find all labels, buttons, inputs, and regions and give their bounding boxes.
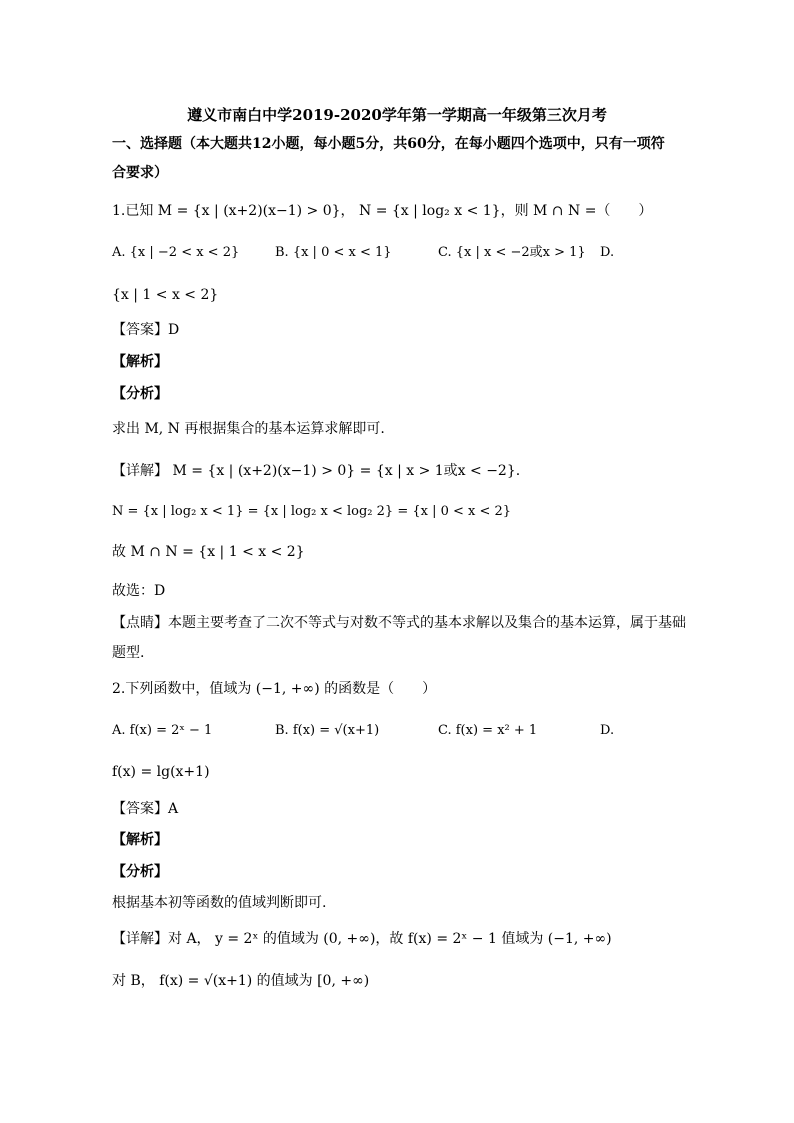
q1-comment-line2: 题型. [112, 645, 145, 661]
q1-option-a: A. {x | −2 < x < 2} [112, 245, 240, 260]
section-heading-line1: 一、选择题（本大题共12小题，每小题5分，共60分，在每小题四个选项中，只有一项符 [112, 136, 665, 152]
q2-fenxi-heading: 【分析】 [112, 864, 168, 880]
q1-stem: 1.已知 M = {x | (x+2)(x−1) > 0}， N = {x | log₂ x < 1}，则 M ∩ N =（ ） [112, 203, 653, 219]
q2-option-b: B. f(x) = √(x+1) [275, 723, 380, 738]
q2-answer: 【答案】A [112, 801, 179, 817]
q1-option-c: C. {x | x < −2或x > 1} [438, 245, 586, 260]
q1-detail-1: 【详解】 M = {x | (x+2)(x−1) > 0} = {x | x > 1或x < −2}. [112, 463, 521, 479]
q1-answer: 【答案】D [112, 322, 180, 338]
q1-choice: 故选：D [112, 583, 166, 599]
q2-option-d-content: f(x) = lg(x+1) [112, 764, 210, 780]
q2-detail-1: 【详解】对 A， y = 2ˣ 的值域为 (0, +∞)，故 f(x) = 2ˣ − 1 值域为 (−1, +∞) [112, 931, 612, 947]
q1-fenxi-heading: 【分析】 [112, 386, 168, 402]
q2-detail-2: 对 B， f(x) = √(x+1) 的值域为 [0, +∞) [112, 973, 370, 989]
q1-comment-line1: 【点睛】本题主要考查了二次不等式与对数不等式的基本求解以及集合的基本运算，属于基础 [112, 615, 686, 631]
q2-analysis-heading: 【解析】 [112, 832, 168, 848]
q1-option-b: B. {x | 0 < x < 1} [275, 245, 392, 260]
q2-option-a: A. f(x) = 2ˣ − 1 [112, 723, 213, 738]
q1-detail-2: N = {x | log₂ x < 1} = {x | log₂ x < log₂ 2} = {x | 0 < x < 2} [112, 504, 512, 519]
q1-fenxi: 求出 M, N 再根据集合的基本运算求解即可. [112, 421, 385, 437]
page-title: 遵义市南白中学2019-2020学年第一学期高一年级第三次月考 [187, 106, 607, 124]
q1-option-d: D. [600, 245, 615, 260]
section-heading-line2: 合要求） [112, 165, 168, 181]
q1-option-d-content: {x | 1 < x < 2} [112, 287, 219, 303]
q1-detail-3: 故 M ∩ N = {x | 1 < x < 2} [112, 544, 305, 560]
q2-option-d: D. [600, 723, 615, 738]
q2-stem: 2.下列函数中，值域为 (−1, +∞) 的函数是（ ） [112, 681, 437, 697]
q2-fenxi: 根据基本初等函数的值域判断即可. [112, 895, 327, 911]
q2-option-c: C. f(x) = x² + 1 [438, 723, 538, 738]
q1-analysis-heading: 【解析】 [112, 354, 168, 370]
